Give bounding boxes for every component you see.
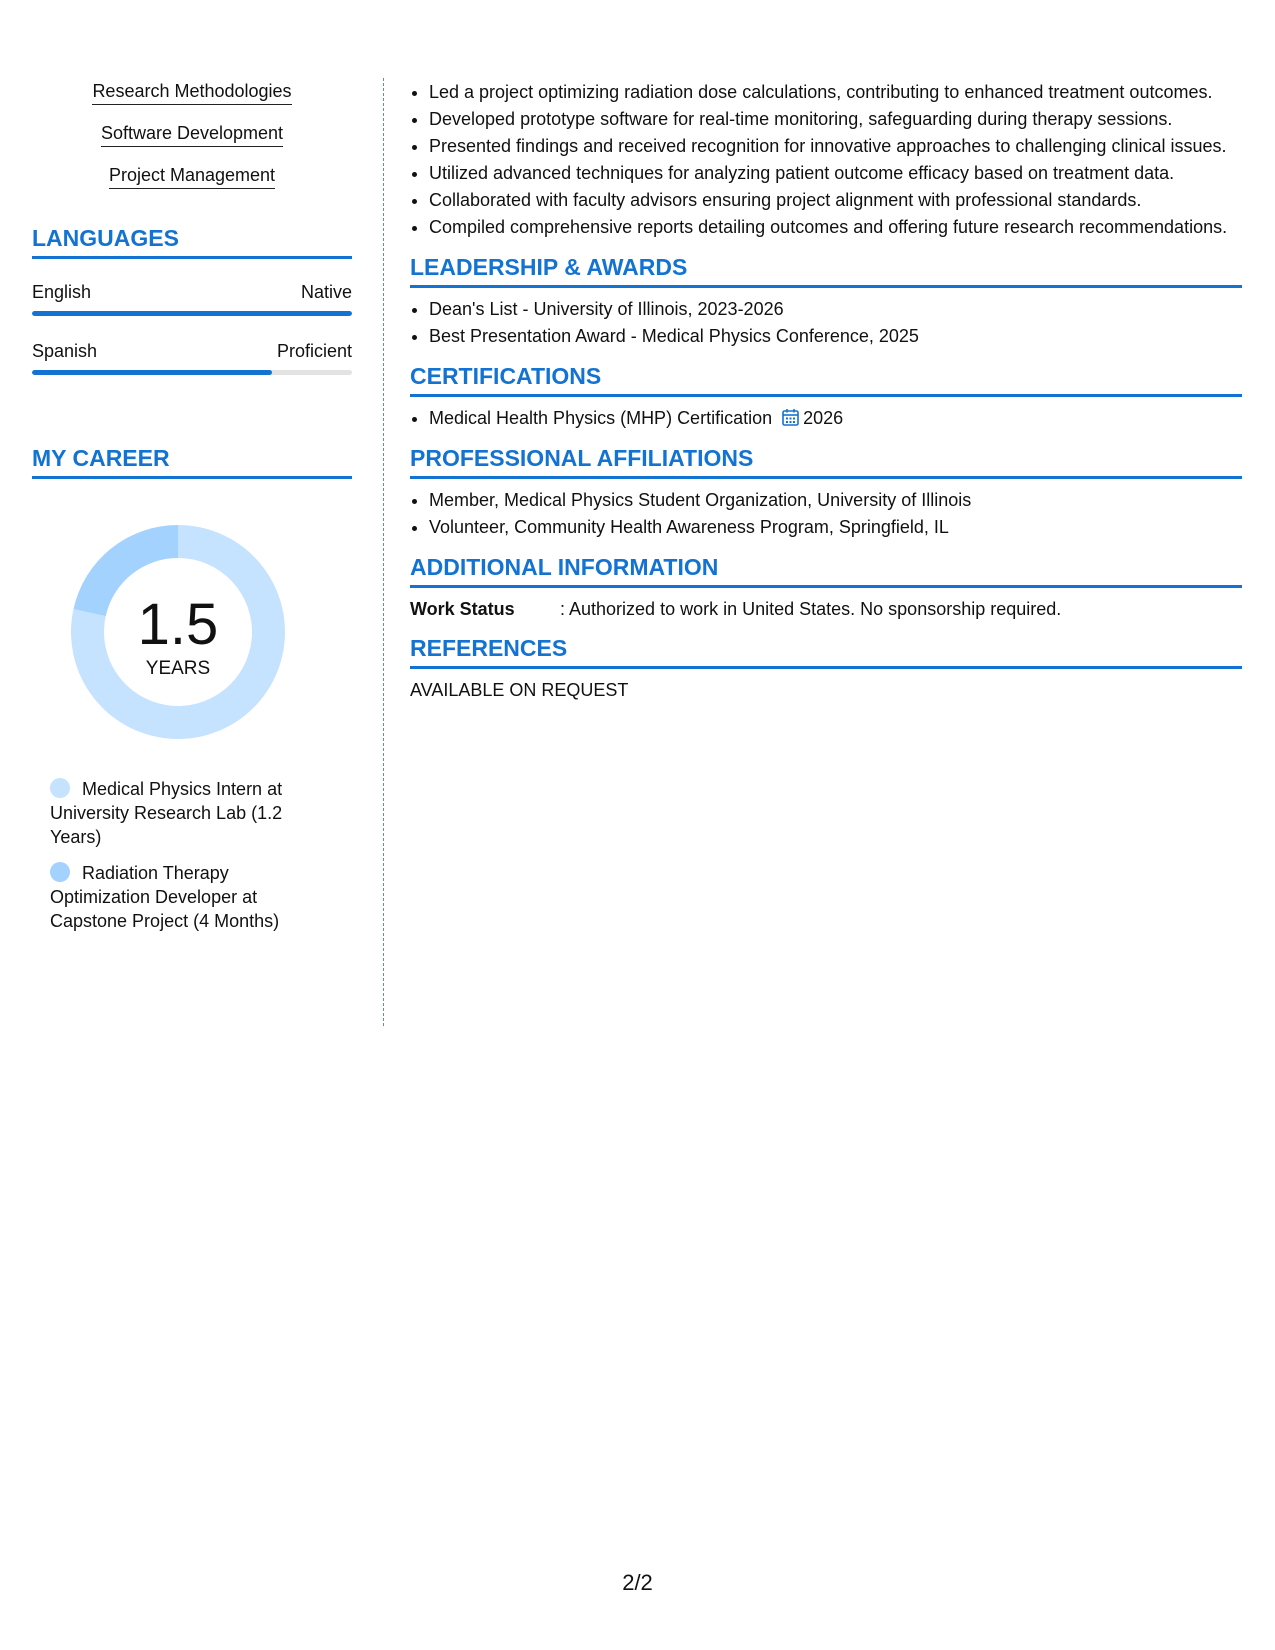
experience-bullets [410, 80, 1242, 240]
left-column [32, 80, 352, 945]
career-heading: MY CAREER [32, 445, 352, 479]
legend-label: Radiation Therapy Optimization Developer at Capstone Project (4 Months) [50, 863, 280, 931]
affiliation-item: • Volunteer, Community Health Awareness Program, Springfield, IL [429, 515, 1242, 540]
certifications-section [410, 363, 1242, 431]
column-divider [383, 78, 384, 1026]
references-text: AVAILABLE ON REQUEST [410, 680, 629, 700]
calendar-icon [782, 408, 799, 426]
language-spanish [32, 340, 352, 375]
leadership-section [410, 254, 1242, 349]
legend-item [50, 777, 320, 849]
skill-item: Research Methodologies [32, 80, 352, 105]
right-column [410, 80, 1242, 702]
affiliations-heading: PROFESSIONAL AFFILIATIONS [410, 445, 1242, 479]
language-level: Native [300, 282, 352, 302]
experience-bullet: • Utilized advanced techniques for analyzing patient outcome efficacy based on treatment data. [429, 161, 1242, 186]
experience-bullet: • Compiled comprehensive reports detailing outcomes and offering future research recommendations. [429, 215, 1242, 240]
additional-info-heading: ADDITIONAL INFORMATION [410, 554, 1242, 588]
languages-section [32, 225, 352, 375]
award-item: • Best Presentation Award - Medical Physics Conference, 2025 [429, 324, 1242, 349]
career-section [32, 445, 352, 933]
certification-year: 2026 [803, 408, 844, 428]
career-total-value: 1.5 [137, 592, 219, 657]
certification-name: Medical Health Physics (MHP) Certification [429, 408, 773, 428]
leadership-heading: LEADERSHIP & AWARDS [410, 254, 1242, 288]
work-status-value: : Authorized to work in United States. No sponsorship required. [560, 599, 1062, 619]
language-level-bar [32, 311, 352, 316]
additional-info-section [410, 554, 1242, 621]
language-level-bar [32, 370, 352, 375]
languages-heading: LANGUAGES [32, 225, 352, 259]
affiliations-section [410, 445, 1242, 540]
references-section [410, 635, 1242, 702]
language-level-fill [32, 311, 352, 316]
language-name: English [32, 282, 92, 302]
career-legend [50, 777, 320, 933]
experience-bullet: • Collaborated with faculty advisors ensuring project alignment with professional standards. [429, 188, 1242, 213]
skill-item: Software Development [32, 122, 352, 147]
language-english [32, 281, 352, 316]
legend-label: Medical Physics Intern at University Research Lab (1.2 Years) [50, 779, 283, 847]
legend-item [50, 861, 320, 933]
work-status-row [410, 597, 1242, 621]
legend-dot [50, 862, 70, 882]
award-item: • Dean's List - University of Illinois, 2023-2026 [429, 297, 1242, 322]
page-number: 2/2 [622, 1570, 653, 1595]
career-donut-chart [65, 519, 291, 745]
language-level-fill [32, 370, 272, 375]
legend-dot [50, 778, 70, 798]
certifications-heading: CERTIFICATIONS [410, 363, 1242, 397]
skill-item: Project Management [32, 164, 352, 189]
experience-bullet: • Led a project optimizing radiation dose calculations, contributing to enhanced treatment outcomes. [429, 80, 1242, 105]
work-status-label: Work Status [410, 599, 515, 619]
affiliation-item: • Member, Medical Physics Student Organization, University of Illinois [429, 488, 1242, 513]
experience-bullet: • Developed prototype software for real-time monitoring, safeguarding during therapy sessions. [429, 107, 1242, 132]
career-total-unit: YEARS [145, 658, 211, 679]
references-heading: REFERENCES [410, 635, 1242, 669]
language-name: Spanish [32, 341, 98, 361]
experience-bullet: • Presented findings and received recognition for innovative approaches to challenging clinical issues. [429, 134, 1242, 159]
language-level: Proficient [276, 341, 352, 361]
certification-item [429, 406, 1242, 431]
skills-list [32, 80, 352, 189]
